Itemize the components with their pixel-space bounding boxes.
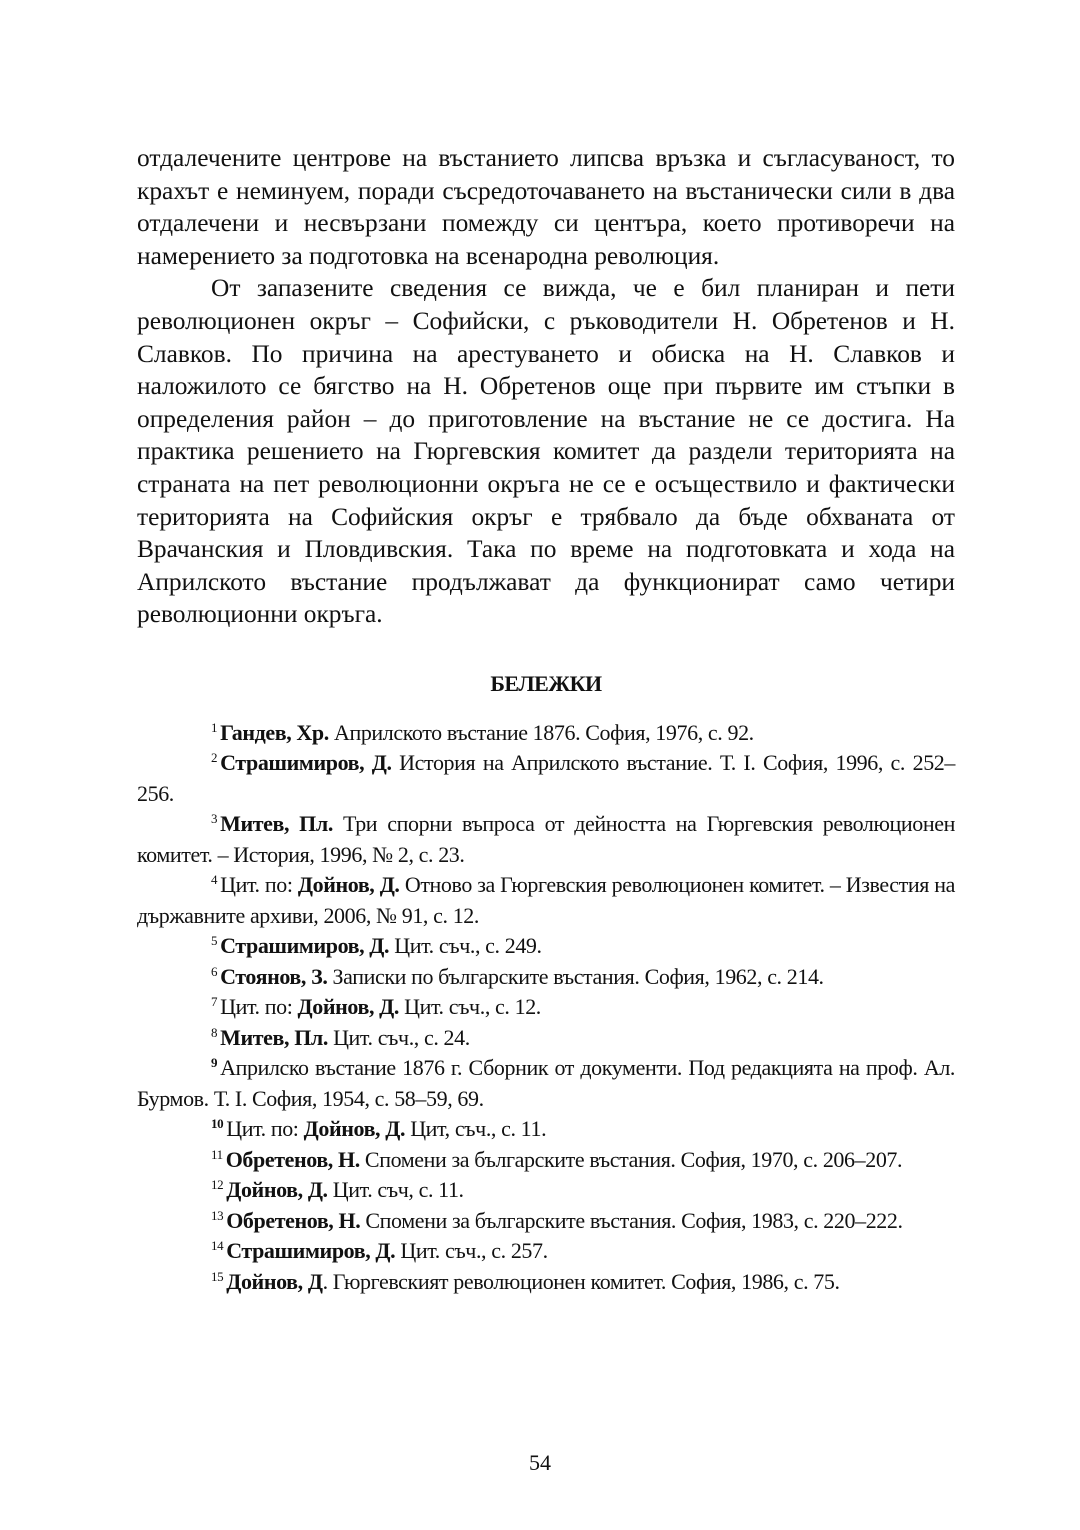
footnote-text: Три спорни въпроса от дейността на Гюргевския революционен комитет. – История, 1996, № 2, с. 23. xyxy=(137,811,955,867)
footnote xyxy=(137,962,955,993)
footnote-number: 3 xyxy=(211,811,218,827)
footnote-number: 11 xyxy=(211,1146,223,1162)
page-content xyxy=(137,142,955,1297)
footnote xyxy=(137,1206,955,1237)
footnote-author: Митев, Пл. xyxy=(220,811,333,837)
page-number: 54 xyxy=(529,1450,551,1475)
footnote xyxy=(137,870,955,931)
paragraph-2: От запазените сведения се вижда, че е бил планиран и пети революционен окръг – Софийски, с ръководители Н. Обретенов и Н. Славков. По причина на арестуването и обиска на Н. Славков и наложилото се бягство на Н. Обретенов още при първите им стъпки в определения район – до приготовление на въстание не се достига. На практика решението на Гюргевския комитет да раздели територията на страната на пет революционни окръга не се е осъществило и фактически територията на Софийския окръг е трябвало да бъде обхваната от Врачанския и Пловдивския. Така по време на подготовката и хода на Априлското въстание продължават да функционират само четири революционни окръга. xyxy=(137,274,955,629)
footnote xyxy=(137,1267,955,1298)
footnote-number: 14 xyxy=(211,1238,224,1254)
footnote xyxy=(137,1053,955,1114)
footnote xyxy=(137,1023,955,1054)
footnote-author: Страшимиров, Д. xyxy=(220,933,390,959)
footnote-number: 2 xyxy=(211,750,218,766)
paragraph-1: отдалечените центрове на въстанието липсва връзка и съгласуваност, то крахът е неминуем, поради съсредоточаването на въстанически сили в два отдалечени и несвързани помежду си центъра, което противоречи на намерението за подготовка на всенародна революция. xyxy=(137,144,955,270)
footnote xyxy=(137,1175,955,1206)
footnote xyxy=(137,718,955,749)
footnote-prefix: Цит. по: xyxy=(220,994,298,1020)
main-text xyxy=(137,142,955,631)
footnote-number: 5 xyxy=(211,933,218,949)
footnote xyxy=(137,748,955,809)
footnote-number: 6 xyxy=(211,963,218,979)
footnote-number: 10 xyxy=(211,1116,224,1132)
footnote-text: Спомени за българските въстания. София, 1970, с. 206–207. xyxy=(359,1146,903,1172)
footnote-prefix: Цит. по: xyxy=(226,1116,304,1142)
footnote xyxy=(137,1236,955,1267)
footnote xyxy=(137,1145,955,1176)
footnote-text: Спомени за българските въстания. София, 1983, с. 220–222. xyxy=(360,1207,903,1233)
footnote-number: 13 xyxy=(211,1207,224,1223)
footnote xyxy=(137,992,955,1023)
footnote-number: 1 xyxy=(211,719,218,735)
footnote-author: Дойнов, Д. xyxy=(297,872,400,898)
footnote-text: Цит. съч., с. 249. xyxy=(389,933,542,959)
footnote-author: Дойнов, Д xyxy=(226,1268,323,1294)
footnote-number: 12 xyxy=(211,1177,224,1193)
footnote-author: Стоянов, З. xyxy=(220,963,328,989)
footnote-author: Страшимиров, Д. xyxy=(220,750,392,776)
footnote-text: История на Априлското въстание. Т. I. София, 1996, с. 252–256. xyxy=(137,750,955,806)
notes-heading: БЕЛЕЖКИ xyxy=(490,670,602,696)
footnote-text: Записки по българските въстания. София, 1962, с. 214. xyxy=(327,963,824,989)
footnote-number: 15 xyxy=(211,1268,224,1284)
footnote-author: Дойнов, Д. xyxy=(303,1116,406,1142)
footnote-author: Обретенов, Н. xyxy=(225,1146,360,1172)
footnote-text: Цит. съч., с. 257. xyxy=(395,1238,548,1264)
footnote xyxy=(137,809,955,870)
footnote-author: Гандев, Хр. xyxy=(220,719,329,745)
notes-list xyxy=(137,718,955,1298)
footnote-prefix: Цит. по: xyxy=(220,872,298,898)
footnote-author: Страшимиров, Д. xyxy=(226,1238,396,1264)
footnote-text: Цит. съч., с. 12. xyxy=(399,994,541,1020)
footnote-text: Отново за Гюргевския революционен комитет. – Известия на държавните архиви, 2006, № 91, с. 12. xyxy=(137,872,955,928)
footnote-number: 8 xyxy=(211,1024,218,1040)
footnote-number: 7 xyxy=(211,994,218,1010)
footnote-author: Дойнов, Д. xyxy=(297,994,399,1020)
footnote-prefix: Априлско въстание 1876 г. Сборник от документи. Под редакцията на проф. Ал. Бурмов. Т. I. София, 1954, с. 58–59, 69. xyxy=(137,1055,955,1111)
footnote xyxy=(137,931,955,962)
footnote-text: Цит. съч., с. 24. xyxy=(327,1024,470,1050)
footnote-author: Митев, Пл. xyxy=(220,1024,328,1050)
footnote-text: Цит. съч, с. 11. xyxy=(327,1177,464,1203)
footnote-author: Дойнов, Д. xyxy=(226,1177,328,1203)
footnote-text: Априлското въстание 1876. София, 1976, с. 92. xyxy=(328,719,754,745)
footnote-number: 9 xyxy=(211,1055,218,1071)
footnote-text: . Гюргевският революционен комитет. София, 1986, с. 75. xyxy=(322,1268,840,1294)
footnote-text: Цит, съч., с. 11. xyxy=(405,1116,547,1142)
footnote-number: 4 xyxy=(211,872,218,888)
footnote xyxy=(137,1114,955,1145)
footnote-author: Обретенов, Н. xyxy=(226,1207,361,1233)
